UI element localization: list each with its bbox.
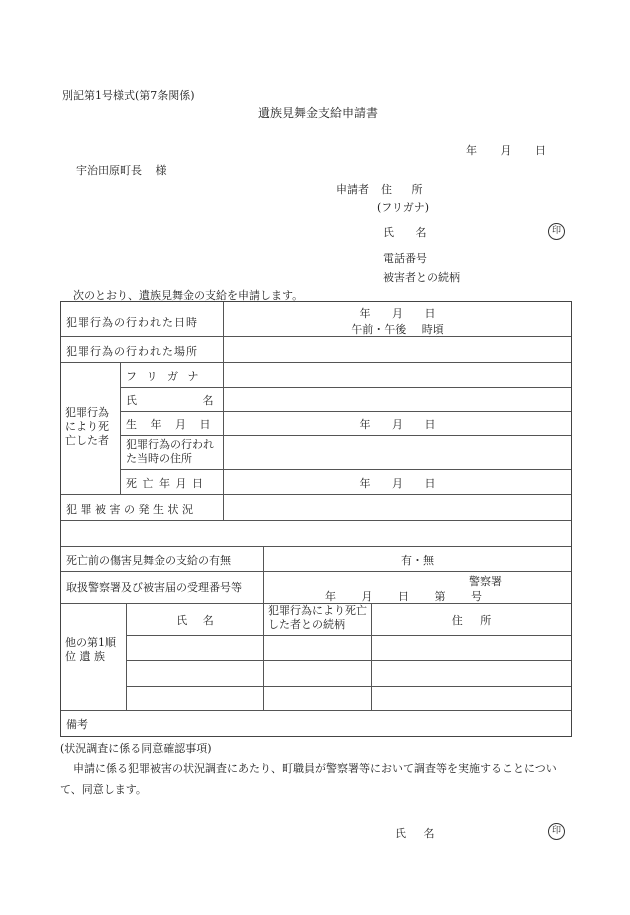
addressee: 宇治田原町長 様 (76, 164, 167, 177)
police-label: 取扱警察署及び被害届の受理番号等 (66, 581, 242, 594)
applicant-name-label: 氏 名 (383, 226, 427, 239)
deceased-group-label: 犯罪行為により死亡した者 (65, 406, 109, 447)
injury-payment-label: 死亡前の傷害見舞金の支給の有無 (66, 554, 231, 567)
consent-name-label: 氏 名 (395, 827, 435, 840)
consent-title: (状況調査に係る同意確認事項) (60, 742, 212, 755)
injury-payment-value: 有・無 (401, 554, 434, 567)
intro-text: 次のとおり、遺族見舞金の支給を申請します。 (73, 289, 304, 302)
col-address-header: 住 所 (451, 614, 492, 627)
applicant-relation-label: 被害者との続柄 (383, 271, 460, 284)
deceased-name-label: 氏 名 (126, 394, 214, 407)
other-heirs-label: 他の第1順位 遺 族 (65, 636, 116, 663)
crime-place-label: 犯罪行為の行われた場所 (66, 345, 198, 358)
death-date-label: 死 亡 年 月 日 (126, 477, 203, 490)
seal-mark: 印 (548, 223, 565, 240)
crime-time-value: 午前・午後 時頃 (351, 323, 444, 336)
police-station-text: 警察署 (469, 575, 502, 588)
birth-date-value: 年 月 日 (359, 418, 436, 431)
birth-date-label: 生 年 月 日 (126, 418, 211, 431)
col-relation-header: 犯罪行為により死亡した者との続柄 (268, 604, 367, 631)
crime-date-value: 年 月 日 (359, 307, 436, 320)
applicant-furigana-label: (フリガナ) (377, 201, 430, 214)
damage-situation-label: 犯 罪 被 害 の 発 生 状 況 (66, 503, 193, 516)
address-at-crime-label: 犯罪行為の行われた当時の住所 (126, 438, 214, 465)
remarks-label: 備考 (66, 718, 88, 731)
death-date-value: 年 月 日 (359, 477, 436, 490)
date-line: 年 月 日 (466, 144, 546, 157)
applicant-address-label: 住 所 (381, 183, 423, 196)
col-name-header: 氏 名 (176, 614, 214, 627)
police-number-text: 年 月 日 第 号 (325, 590, 482, 603)
crime-datetime-label: 犯罪行為の行われた日時 (66, 316, 198, 329)
applicant-phone-label: 電話番号 (383, 252, 427, 265)
application-form-table (60, 301, 572, 737)
consent-seal-mark: 印 (548, 823, 565, 840)
furigana-label: フ リ ガ ナ (126, 370, 199, 383)
page-title: 遺族見舞金支給申請書 (258, 106, 379, 120)
form-number: 別記第1号様式(第7条関係) (62, 89, 195, 102)
consent-body: 申請に係る犯罪被害の状況調査にあたり、町職員が警察署等において調査等を実施することについて、同意します。 (60, 762, 557, 796)
applicant-label: 申請者 (336, 183, 369, 196)
